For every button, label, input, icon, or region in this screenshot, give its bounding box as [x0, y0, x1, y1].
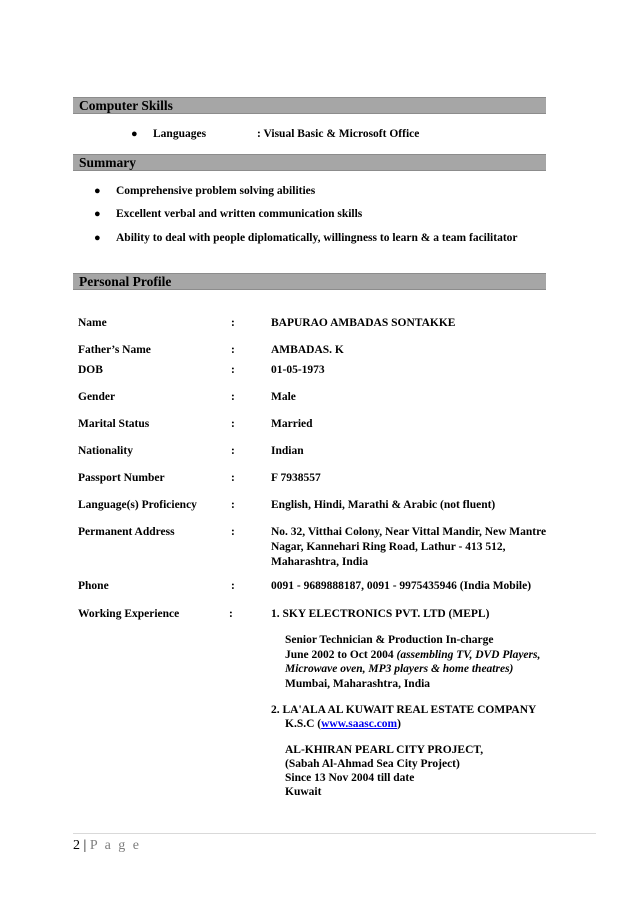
- computer-skills-title: Computer Skills: [79, 98, 173, 113]
- languages-label: Languages: [153, 128, 207, 140]
- profile-value-gender: Male: [271, 391, 296, 403]
- profile-value-marital-status: Married: [271, 418, 313, 430]
- profile-label-working-experience: Working Experience: [78, 608, 180, 620]
- address-line: Nagar, Kannehari Ring Road, Lathur - 413 512,: [271, 541, 506, 553]
- profile-value-name: BAPURAO AMBADAS SONTAKKE: [271, 317, 456, 329]
- bullet-icon: ●: [94, 232, 101, 244]
- personal-profile-header: [73, 273, 546, 290]
- profile-label-language-proficiency: Language(s) Proficiency: [78, 499, 197, 511]
- profile-label-name: Name: [78, 317, 107, 329]
- profile-label-passport: Passport Number: [78, 472, 165, 484]
- job2-project: AL-KHIRAN PEARL CITY PROJECT,: [285, 744, 484, 756]
- profile-label-address: Permanent Address: [78, 526, 175, 538]
- profile-colon: :: [231, 499, 235, 511]
- address-line: No. 32, Vitthai Colony, Near Vittal Mandir, New Mantre: [271, 526, 547, 538]
- job2-since: Since 13 Nov 2004 till date: [285, 772, 415, 784]
- job2-ksc-prefix: K.S.C (: [285, 718, 322, 730]
- summary-item: Ability to deal with people diplomatically, willingness to learn & a team facilitator: [116, 232, 518, 244]
- profile-colon: :: [231, 391, 235, 403]
- job1-role: Senior Technician & Production In-charge: [285, 634, 494, 646]
- page-word: P a g e: [89, 838, 142, 853]
- profile-value-nationality: Indian: [271, 445, 304, 457]
- profile-colon: :: [231, 418, 235, 430]
- profile-colon: :: [231, 472, 235, 484]
- website-link[interactable]: www.saasc.com: [321, 718, 398, 730]
- profile-value-dob: 01-05-1973: [271, 364, 325, 376]
- computer-skills-header: [73, 97, 546, 114]
- job2-ksc-suffix: ): [397, 718, 401, 730]
- summary-item: Comprehensive problem solving abilities: [116, 185, 316, 197]
- profile-colon: :: [231, 364, 235, 376]
- profile-label-phone: Phone: [78, 580, 109, 592]
- job2-project-sub: (Sabah Al-Ahmad Sea City Project): [285, 758, 460, 770]
- job2-location: Kuwait: [285, 786, 322, 798]
- profile-value-passport: F 7938557: [271, 472, 321, 484]
- profile-colon: :: [231, 344, 235, 356]
- profile-colon: :: [231, 526, 235, 538]
- footer-separator: |: [80, 838, 90, 853]
- job1-desc-cont: Microwave oven, MP3 players & home theatres): [285, 663, 514, 675]
- personal-profile-title: Personal Profile: [79, 274, 172, 289]
- summary-title: Summary: [79, 155, 136, 170]
- job1-desc: (assembling TV, DVD Players,: [396, 649, 541, 661]
- profile-colon: :: [231, 445, 235, 457]
- bullet-icon: ●: [131, 128, 138, 140]
- profile-label-marital-status: Marital Status: [78, 418, 150, 430]
- job2-title: 2. LA'ALA AL KUWAIT REAL ESTATE COMPANY: [271, 704, 537, 716]
- page-number: 2: [73, 838, 80, 853]
- job1-period-line: [285, 648, 540, 662]
- profile-value-language-proficiency: English, Hindi, Marathi & Arabic (not fluent): [271, 499, 496, 511]
- profile-label-nationality: Nationality: [78, 445, 133, 457]
- profile-label-father-name: Father’s Name: [78, 344, 151, 356]
- job1-location: Mumbai, Maharashtra, India: [285, 678, 431, 690]
- profile-value-father-name: AMBADAS. K: [271, 344, 344, 356]
- summary-header: [73, 154, 546, 171]
- profile-value-phone: 0091 - 9689888187, 0091 - 9975435946 (India Mobile): [271, 580, 532, 592]
- job1-title: 1. SKY ELECTRONICS PVT. LTD (MEPL): [271, 608, 490, 620]
- footer-divider: [73, 833, 596, 834]
- bullet-icon: ●: [94, 185, 101, 197]
- job2-ksc-line: [285, 717, 401, 731]
- summary-item: Excellent verbal and written communication skills: [116, 208, 363, 220]
- profile-colon: :: [231, 317, 235, 329]
- languages-value: : Visual Basic & Microsoft Office: [257, 128, 420, 140]
- profile-label-dob: DOB: [78, 364, 103, 376]
- profile-colon: :: [229, 608, 233, 620]
- bullet-icon: ●: [94, 208, 101, 220]
- page-footer: [73, 838, 141, 854]
- address-line: Maharashtra, India: [271, 556, 369, 568]
- job1-period: June 2002 to Oct 2004: [285, 649, 397, 661]
- profile-colon: :: [231, 580, 235, 592]
- profile-label-gender: Gender: [78, 391, 116, 403]
